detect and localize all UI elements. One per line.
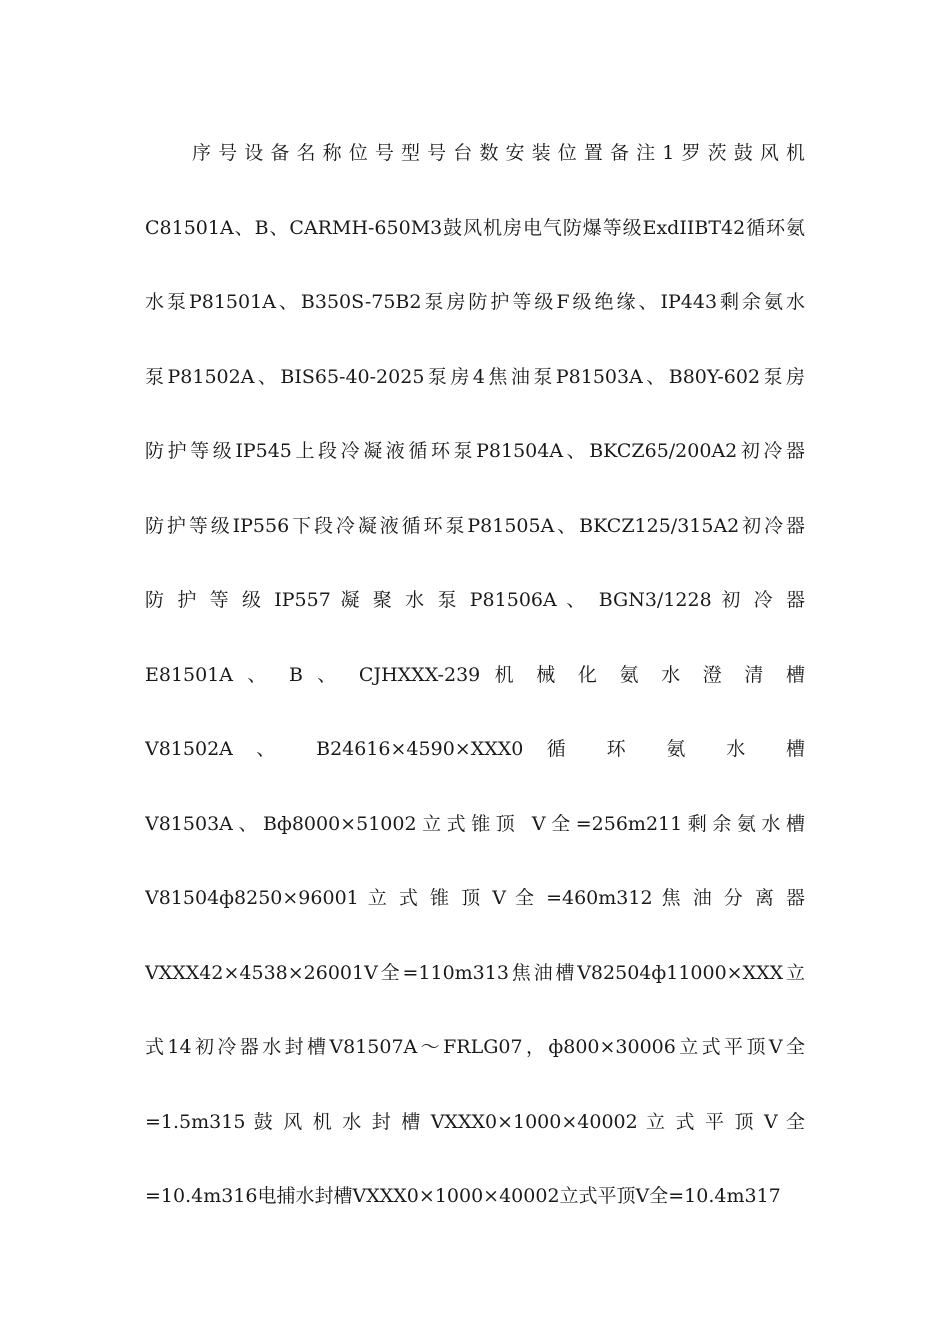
paragraph-line-9: V81502A 、 B24616×4590×XXX0 循 环 氨 水 槽 xyxy=(145,738,805,760)
paragraph-line-10: V81503A、Bф8000×51002立式锥顶 V全=256m211剩余氨水槽 xyxy=(145,812,805,835)
paragraph-line-3: 水泵P81501A、B350S-75B2泵房防护等级F级绝缘、IP443剩余氨水 xyxy=(145,291,805,313)
paragraph-line-1: 序号设备名称位号型号台数安装位置备注1罗茨鼓风机 xyxy=(192,142,805,164)
paragraph-line-14: =1.5m315 鼓 风 机 水 封 槽 VXXX0×1000×40002 立 式 平 顶 V 全 xyxy=(145,1110,805,1133)
paragraph-line-8: E81501A 、 B 、 CJHXXX-239 机 械 化 氨 水 澄 清 槽 xyxy=(145,663,805,686)
paragraph-line-13: 式14初冷器水封槽V81507A～FRLG07，ф800×30006立式平顶V全 xyxy=(145,1036,805,1058)
paragraph-line-4: 泵P81502A、BIS65-40-2025泵房4焦油泵P81503A、B80Y-602泵房 xyxy=(145,365,805,388)
paragraph-line-6: 防护等级IP556下段冷凝液循环泵P81505A、BKCZ125/315A2初冷器 xyxy=(145,514,805,537)
paragraph-line-11: V81504ф8250×96001 立 式 锥 顶 V 全 =460m312 焦 油 分 离 器 xyxy=(145,887,805,909)
equipment-list-paragraph xyxy=(145,133,805,1251)
paragraph-line-5: 防护等级IP545上段冷凝液循环泵P81504A、BKCZ65/200A2初冷器 xyxy=(145,440,805,462)
paragraph-line-2: C81501A、B、CARMH-650M3鼓风机房电气防爆等级ExdIIBT42循环氨 xyxy=(145,216,805,239)
paragraph-line-12: VXXX42×4538×26001V全=110m313焦油槽V82504ф11000×XXX立 xyxy=(145,961,805,984)
paragraph-line-15: =10.4m316电捕水封槽VXXX0×1000×40002立式平顶V全=10.4m317 xyxy=(145,1185,781,1207)
paragraph-line-7: 防 护 等 级 IP557 凝 聚 水 泵 P81506A 、 BGN3/1228 初 冷 器 xyxy=(145,589,805,611)
